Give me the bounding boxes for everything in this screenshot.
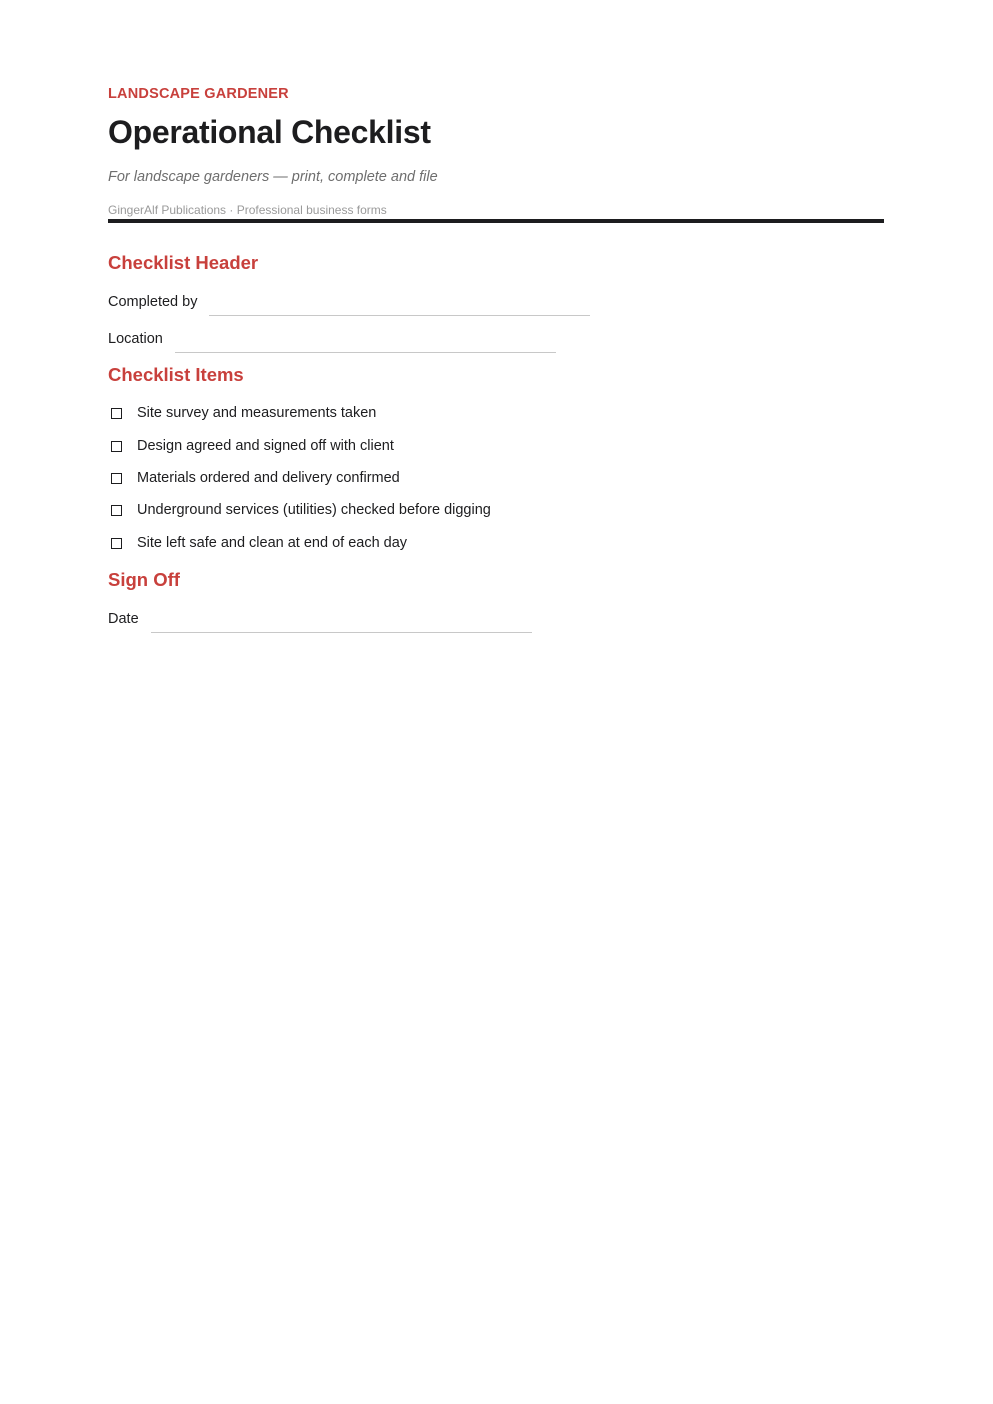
completed-by-input-line[interactable]: [209, 315, 590, 316]
location-field: [108, 326, 556, 348]
date-label: Date: [108, 611, 139, 627]
publisher-line: GingerAlf Publications · Professional business forms: [108, 203, 387, 217]
checklist-item-label: Underground services (utilities) checked before digging: [137, 502, 491, 518]
location-input-line[interactable]: [175, 352, 556, 353]
completed-by-label: Completed by: [108, 294, 198, 310]
date-field: [108, 606, 532, 628]
section-heading-checklist-items: Checklist Items: [108, 364, 244, 385]
checkbox[interactable]: [111, 408, 122, 419]
category-label: LANDSCAPE GARDENER: [108, 86, 289, 102]
checklist-item-label: Design agreed and signed off with client: [137, 438, 394, 454]
checkbox[interactable]: [111, 538, 122, 549]
checklist-item[interactable]: [108, 468, 400, 488]
checklist-item-label: Materials ordered and delivery confirmed: [137, 470, 400, 486]
location-label: Location: [108, 331, 163, 347]
checklist-item[interactable]: [108, 403, 376, 423]
completed-by-field: [108, 289, 590, 311]
section-heading-checklist-header: Checklist Header: [108, 252, 259, 273]
header-divider: [108, 219, 884, 223]
checklist-item-label: Site survey and measurements taken: [137, 405, 377, 421]
page-title: Operational Checklist: [108, 114, 431, 150]
checkbox[interactable]: [111, 441, 122, 452]
checklist-item-label: Site left safe and clean at end of each day: [137, 535, 408, 551]
checkbox[interactable]: [111, 473, 122, 484]
section-heading-sign-off: Sign Off: [108, 569, 180, 590]
checklist-item[interactable]: [108, 533, 407, 553]
checkbox[interactable]: [111, 505, 122, 516]
date-input-line[interactable]: [151, 632, 532, 633]
checklist-item[interactable]: [108, 500, 491, 520]
page-subtitle: For landscape gardeners — print, complete and file: [108, 169, 438, 185]
checklist-item[interactable]: [108, 436, 394, 456]
